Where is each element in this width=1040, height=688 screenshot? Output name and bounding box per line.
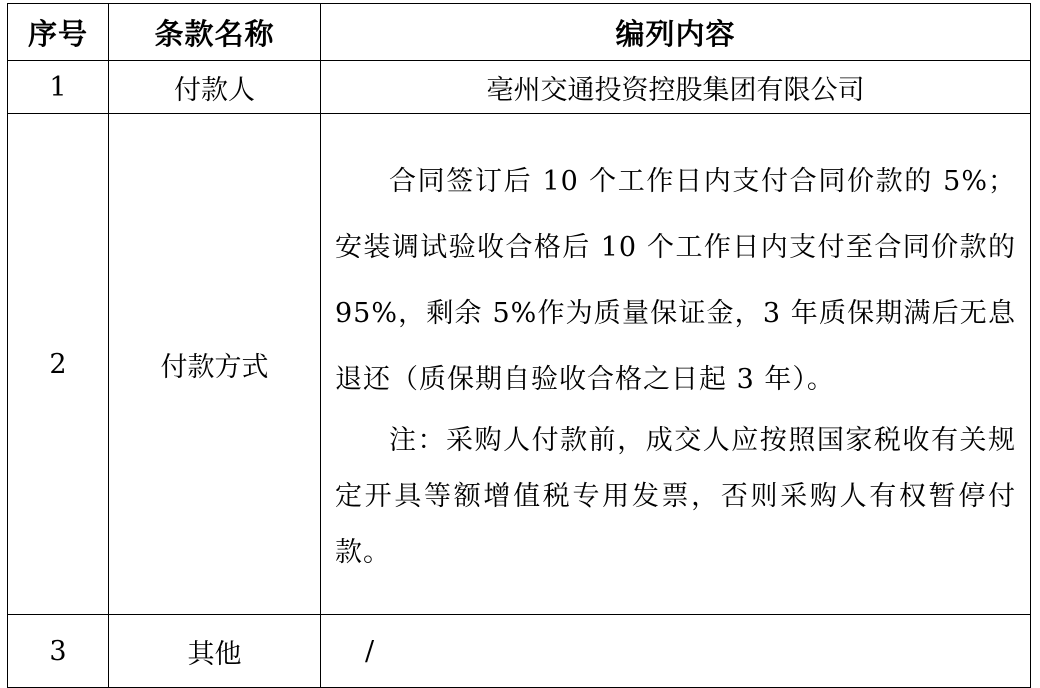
row-clause-name: 付款人: [109, 61, 321, 114]
row-clause-name: 付款方式: [109, 114, 321, 615]
row-clause-name: 其他: [109, 615, 321, 688]
row-index: 3: [8, 615, 109, 688]
row-index: 2: [8, 114, 109, 615]
table-row: [8, 61, 1031, 114]
row-content-payment-method: [321, 114, 1031, 615]
table-row: [8, 615, 1031, 688]
header-index: 序号: [8, 4, 109, 61]
payment-schedule-paragraph: 合同签订后 10 个工作日内支付合同价款的 5%；安装调试验收合格后 10 个工作日内支付至合同价款的 95%，剩余 5%作为质量保证金，3 年质保期满后无息退还（质保期自验收合格之日起 3 年）。: [335, 166, 1016, 395]
invoice-note-paragraph: 注：采购人付款前，成交人应按照国家税收有关规定开具等额增值税专用发票，否则采购人有权暂停付款。: [335, 425, 1016, 568]
table-row: [8, 114, 1031, 615]
row-index: 1: [8, 61, 109, 114]
row-content-other: /: [321, 615, 1031, 688]
header-clause-name: 条款名称: [109, 4, 321, 61]
table-header-row: [8, 4, 1031, 61]
row-content-payer: 亳州交通投资控股集团有限公司: [321, 61, 1031, 114]
payment-terms-table: [7, 3, 1031, 688]
header-content: 编列内容: [321, 4, 1031, 61]
